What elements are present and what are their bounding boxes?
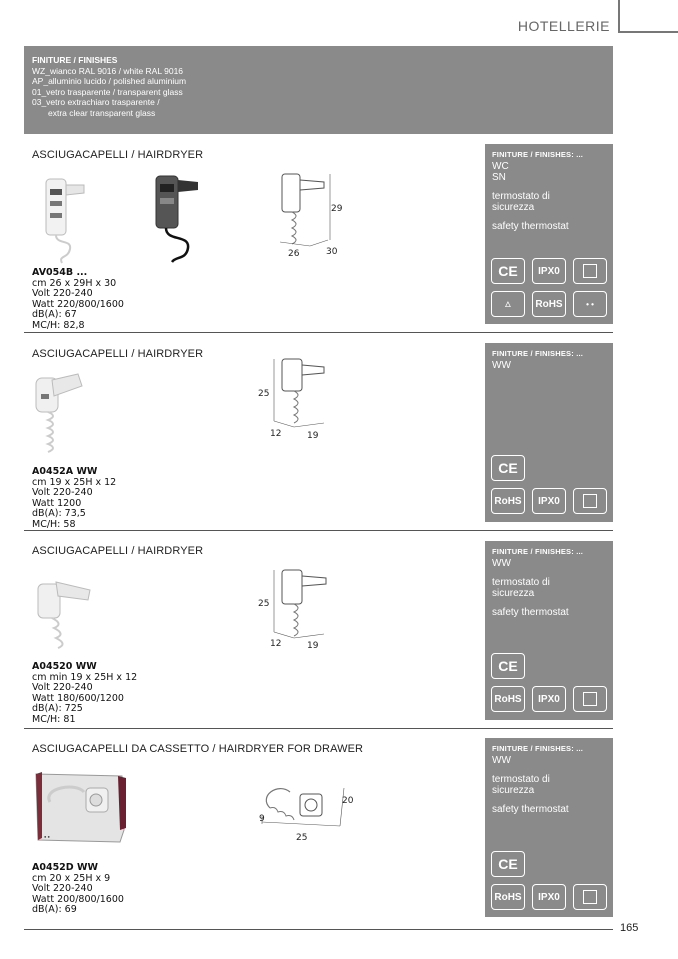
finishes-legend (24, 46, 613, 134)
spec-line: Watt 180/600/1200 (32, 692, 124, 704)
panel-note: termostato di (492, 191, 550, 202)
dimension-label-width: 25 (296, 833, 308, 843)
spec-line: Volt 220-240 (32, 288, 93, 299)
panel-note: sicurezza (492, 784, 535, 796)
product-title: ASCIUGACAPELLI / HAIRDRYER (32, 149, 204, 161)
footer-divider (24, 929, 613, 930)
rohs-icon: RoHS (532, 291, 566, 317)
finish-code: WW (492, 558, 511, 569)
product-photo (40, 175, 100, 265)
spec-line: dB(A): 725 (32, 703, 83, 714)
dimension-label-height: 25 (258, 389, 270, 399)
category-title: HOTELLERIE (517, 18, 610, 34)
finishes-panel (485, 343, 613, 522)
panel-note: safety thermostat (492, 607, 569, 618)
dimension-label-depth: 12 (270, 429, 282, 439)
finish-code: WW (492, 360, 511, 371)
finishes-legend-line: AP_alluminio lucido / polished aluminium (32, 76, 187, 86)
product-photo (32, 370, 102, 460)
spec-line: MC/H: 81 (32, 713, 76, 725)
product-code: A0452A WW (32, 466, 98, 477)
finishes-legend-line: 01_vetro trasparente / transparent glass (32, 86, 183, 97)
dimension-label-height: 25 (258, 599, 270, 609)
spec-line: Watt 220/800/1600 (32, 298, 124, 310)
class-ii-icon (573, 884, 607, 910)
spec-line: Volt 220-240 (32, 682, 93, 693)
finish-code: WW (492, 755, 511, 766)
page-number: 165 (620, 922, 639, 934)
ipx0-icon: IPX0 (532, 884, 566, 910)
finish-code: WC (492, 161, 509, 172)
product-photo (32, 768, 132, 848)
panel-note: termostato di (492, 577, 550, 588)
dimension-label-width: 19 (307, 641, 319, 651)
spec-line: cm 26 x 29H x 30 (32, 277, 117, 289)
spec-line: MC/H: 82,8 (32, 319, 85, 331)
socket-icon: • • (573, 291, 607, 317)
panel-title: FINITURE / FINISHES: ... (492, 744, 584, 753)
panel-title: FINITURE / FINISHES: ... (492, 349, 584, 358)
product-photo (150, 172, 220, 264)
spec-line: dB(A): 67 (32, 309, 77, 320)
dimension-label-width: 19 (307, 431, 319, 441)
corner-mark (618, 0, 620, 33)
spec-line: cm 20 x 25H x 9 (32, 872, 111, 884)
spec-line: Volt 220-240 (32, 883, 93, 894)
product-title: ASCIUGACAPELLI / HAIRDRYER (32, 348, 204, 360)
finish-code: SN (492, 172, 506, 183)
product-photo (34, 570, 104, 650)
dimension-label-height: 29 (331, 204, 343, 214)
rohs-icon: RoHS (491, 488, 525, 514)
class-ii-icon (573, 488, 607, 514)
section-divider (24, 530, 613, 531)
class-ii-icon (573, 258, 607, 284)
product-specs (32, 467, 116, 530)
ce-mark-icon: CE (491, 851, 525, 877)
section-divider (24, 728, 613, 729)
ce-mark-icon: CE (491, 455, 525, 481)
ce-mark-icon: CE (491, 258, 525, 284)
product-title: ASCIUGACAPELLI / HAIRDRYER (32, 545, 204, 557)
dimension-label-height: 20 (342, 796, 354, 806)
technical-drawing (270, 170, 350, 260)
spec-line: cm min 19 x 25H x 12 (32, 671, 138, 683)
panel-title: FINITURE / FINISHES: ... (492, 150, 584, 159)
dimension-label-width: 26 (288, 249, 300, 259)
rohs-icon: RoHS (491, 686, 525, 712)
panel-note: termostato di (492, 774, 550, 785)
spec-line: Watt 200/800/1600 (32, 893, 124, 905)
finishes-panel (485, 144, 613, 324)
product-specs (32, 662, 137, 725)
spec-line: Volt 220-240 (32, 487, 93, 498)
panel-note: sicurezza (492, 201, 535, 213)
finishes-legend-line: WZ_wianco RAL 9016 / white RAL 9016 (32, 65, 184, 76)
svg-text:● ●: ● ● (44, 834, 50, 839)
panel-note: sicurezza (492, 587, 535, 599)
spec-line: dB(A): 69 (32, 904, 77, 915)
ipx0-icon: IPX0 (532, 488, 566, 514)
dimension-label-depth: 30 (326, 247, 338, 257)
spec-line: dB(A): 73,5 (32, 508, 86, 519)
finishes-panel (485, 738, 613, 917)
panel-title: FINITURE / FINISHES: ... (492, 547, 584, 556)
finishes-panel (485, 541, 613, 720)
product-specs (32, 268, 124, 331)
class-ii-icon (573, 686, 607, 712)
safety-transformer-icon: △ (491, 291, 525, 317)
product-specs (32, 863, 124, 916)
dimension-label-depth: 9 (259, 814, 265, 824)
product-code: AV054B ... (32, 267, 88, 278)
panel-note: safety thermostat (492, 221, 569, 232)
finishes-legend-line: extra clear transparent glass (48, 107, 156, 118)
technical-drawing (256, 778, 356, 838)
finishes-legend-line: 03_vetro extrachiaro trasparente / (32, 97, 160, 107)
ce-mark-icon: CE (491, 653, 525, 679)
spec-line: MC/H: 58 (32, 518, 76, 530)
product-code: A0452D WW (32, 862, 98, 873)
corner-mark (618, 31, 678, 33)
section-divider (24, 332, 613, 333)
spec-line: Watt 1200 (32, 497, 82, 509)
ipx0-icon: IPX0 (532, 686, 566, 712)
spec-line: cm 19 x 25H x 12 (32, 476, 117, 488)
dimension-label-depth: 12 (270, 639, 282, 649)
panel-note: safety thermostat (492, 804, 569, 815)
product-title: ASCIUGACAPELLI DA CASSETTO / HAIRDRYER FOR DRAWER (32, 743, 364, 755)
product-code: A04520 WW (32, 661, 97, 672)
finishes-legend-title: FINITURE / FINISHES (32, 55, 118, 65)
ipx0-icon: IPX0 (532, 258, 566, 284)
rohs-icon: RoHS (491, 884, 525, 910)
